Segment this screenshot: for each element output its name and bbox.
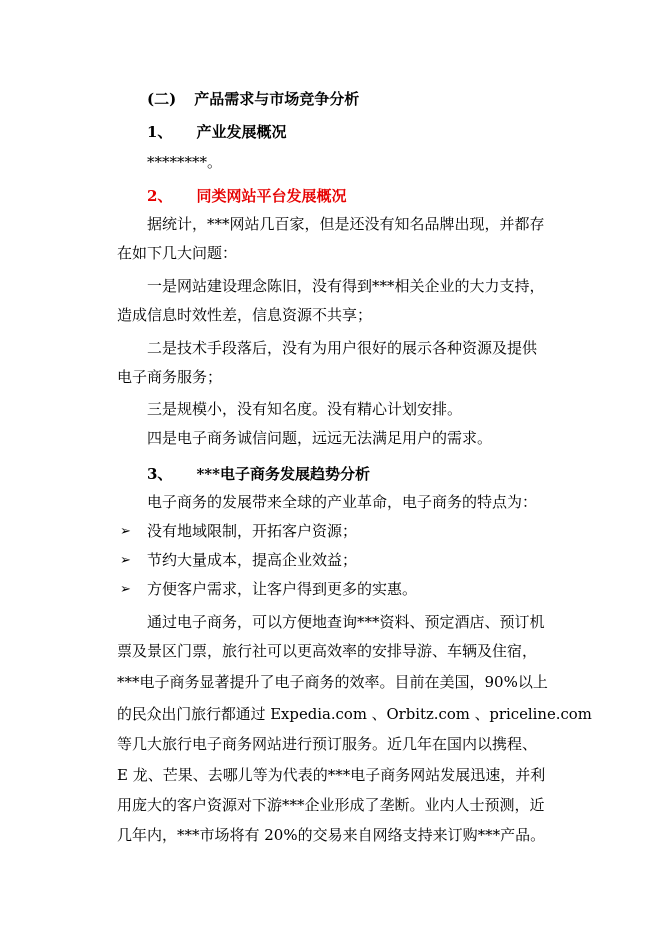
arrow-right-icon: ➢ [120,553,131,568]
paragraph-line: 四是电子商务诚信问题，远远无法满足用户的需求。 [147,429,493,447]
paragraph-line: 三是规模小，没有知名度。没有精心计划安排。 [147,400,463,418]
paragraph-line: 在如下几大问题： [117,244,238,262]
paragraph-line: 电子商务服务； [117,368,223,386]
paragraph-line: 电子商务的发展带来全球的产业革命，电子商务的特点为： [147,493,538,511]
section-heading [147,89,359,109]
paragraph-line: E 龙、芒果、去哪儿等为代表的***电子商务网站发展迅速，并利 [117,766,546,784]
paragraph-line: 票及景区门票，旅行社可以更高效率的安排导游、车辆及住宿， [117,642,538,660]
subsection-1-title: 产业发展概况 [196,123,287,141]
paragraph-line: 用庞大的客户资源对下游***企业形成了垄断。业内人士预测，近 [117,796,545,814]
section-title: 产品需求与市场竞争分析 [194,90,360,108]
paragraph-line: 通过电子商务，可以方便地查询***资料、预定酒店、预订机 [147,613,545,631]
list-item: 没有地域限制，开拓客户资源； [147,522,358,540]
paragraph-line: 几年内，***市场将有 20%的交易来自网络支持来订购***产品。 [117,826,546,844]
list-item: 方便客户需求，让客户得到更多的实惠。 [147,580,418,598]
subsection-3-number: 3、 [147,465,173,483]
subsection-1-text: ********。 [147,153,223,171]
list-item: 节约大量成本，提高企业效益； [147,551,358,569]
paragraph-line: 造成信息时效性差，信息资源不共享； [117,306,373,324]
paragraph-line: 一是网站建设理念陈旧，没有得到***相关企业的大力支持， [147,277,545,295]
section-number: (二) [147,90,177,108]
paragraph-line: 二是技术手段落后，没有为用户很好的展示各种资源及提供 [147,339,538,357]
arrow-right-icon: ➢ [120,524,131,539]
subsection-1-number: 1、 [147,123,173,141]
subsection-2-heading [147,186,346,206]
paragraph-line: 据统计，***网站几百家，但是还没有知名品牌出现，并都存 [147,215,545,233]
subsection-2-title: 同类网站平台发展概况 [196,187,347,205]
subsection-3-heading [147,464,370,484]
arrow-right-icon: ➢ [120,582,131,597]
subsection-3-prefix: *** [196,465,220,483]
subsection-1-heading [147,122,286,142]
subsection-3-title: 电子商务发展趋势分析 [219,465,370,483]
paragraph-line: 的民众出门旅行都通过 Expedia.com 、Orbitz.com 、priceline.com [117,705,592,723]
subsection-2-number: 2、 [147,187,173,205]
paragraph-line: 等几大旅行电子商务网站进行预订服务。近几年在国内以携程、 [117,735,538,753]
paragraph-line: ***电子商务显著提升了电子商务的效率。目前在美国，90%以上 [117,673,548,691]
